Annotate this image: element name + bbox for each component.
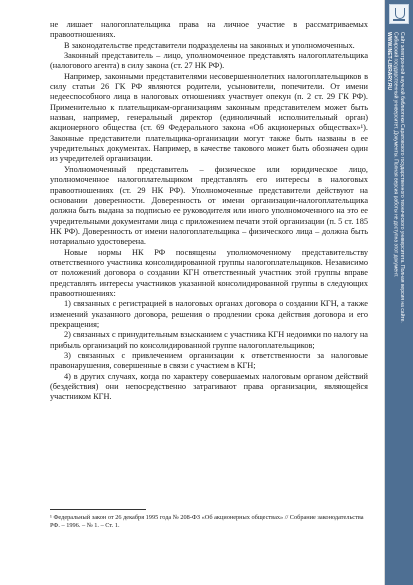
- library-logo-icon: [389, 4, 409, 24]
- paragraph: Новые нормы НК РФ посвящены уполномоченному представительству ответственного участника консолидированной группы налогоплательщиков. Независимо от положений договора о создании КГН ответственный участник этой группы вправе представлять интересы участников указанной консолидированной группы в следующих правоотношениях:: [50, 247, 368, 298]
- list-item: 3) связанных с привлечением организации к ответственности за налоговые правонарушения, совершенные в связи с участием в КГН;: [50, 351, 368, 371]
- list-item: 4) в других случаях, когда по характеру совершаемых налоговым органом действий (бездействия) они непосредственно затрагивают права организации, являющейся участником КГН.: [50, 371, 368, 402]
- side-banner-line: Сайт электронной научной библиотеки Саратовского государственного технического университета. Полная версия на сайте.: [399, 32, 405, 323]
- list-item: 2) связанных с принудительным взысканием с участника КГН недоимки по налогу на прибыль организаций по консолидированной группе налогоплательщиков;: [50, 330, 368, 350]
- list-item: 1) связанных с регистрацией в налоговых органах договора о создании КГН, а также изменений указанного договора, решения о продлении срока действия договора и его прекращения;: [50, 299, 368, 329]
- paragraph: Законный представитель – лицо, уполномоченное представлять налогоплательщика (налогового агента) в силу закона (ст. 27 НК РФ).: [50, 51, 368, 71]
- document-body: [50, 20, 368, 403]
- paragraph: не лишает налогоплательщика права на личное участие в рассматриваемых правоотношениях.: [50, 20, 368, 40]
- paragraph: Например, законными представителями несовершеннолетних налогоплательщиков в силу статьи 26 ГК РФ являются родители, усыновители, попечители. От имени недееспособного лица в налоговых отношениях участвует опекун (п. 2 ст. 29 ГК РФ). Применительно к плательщикам-организациям законным представителем может быть назван, например, генеральный директор (единоличный исполнительный орган) акционерного общества (ст. 69 Федерального закона «Об акционерных обществах»¹). Законные представители плательщика-организации могут также быть названы в ее учредительных документах. Например, в качестве такового может быть обозначен один из учредителей организации.: [50, 71, 368, 164]
- paragraph: В законодательстве представители подразделены на законных и уполномоченных.: [64, 40, 355, 50]
- side-banner-text: [386, 32, 406, 323]
- footnote-divider: [50, 509, 146, 510]
- footnote: ¹ Федеральный закон от 26 декабря 1995 года № 208-ФЗ «Об акционерных обществах» // Собрание законодательства РФ. – 1996. – № 1. – Ст. 1.: [50, 514, 364, 530]
- paragraph: Уполномоченный представитель – физическое или юридическое лицо, уполномоченное налогоплательщиком представлять его интересы в налоговых правоотношениях (ст. 29 НК РФ). Уполномоченные представители действуют на основании доверенности. Доверенность от имени организации-налогоплательщика должна быть выдана за подписью ее руководителя или иного уполномоченного на это ее учредительными документами лица с приложением печати этой организации (п. 5 ст. 185 НК РФ). Доверенность от имени налогоплательщика – физического лица – должна быть нотариально удостоверена.: [50, 164, 368, 247]
- side-banner[interactable]: [385, 0, 413, 585]
- side-banner-line: Сибирский государственный университет. Документы. Полная версия работы не доступна этот документ.: [392, 32, 399, 278]
- side-banner-url[interactable]: WWW.INET-LIBRARY.RU: [386, 32, 392, 91]
